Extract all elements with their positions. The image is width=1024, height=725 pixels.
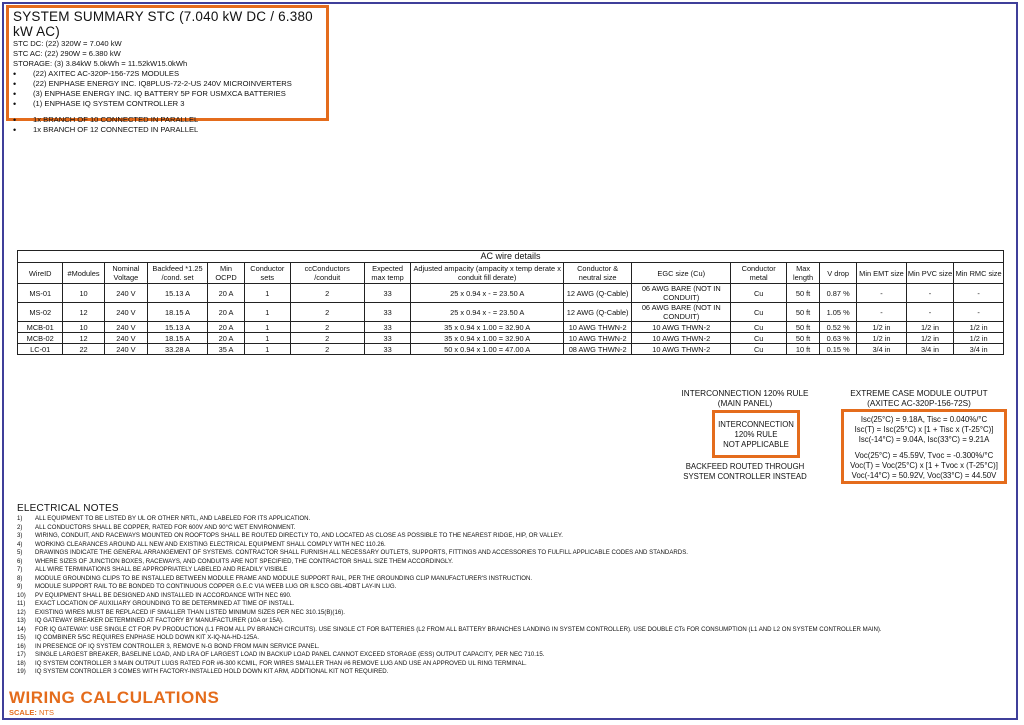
table-cell: 10 AWG THWN-2 [632, 344, 731, 355]
table-cell: 1 [245, 333, 290, 344]
table-header-cell: Min RMC size [954, 263, 1004, 284]
voc-group [846, 451, 1002, 481]
interconnection-note-line: BACKFEED ROUTED THROUGH [685, 462, 805, 471]
note-text: EXACT LOCATION OF AUXILIARY GROUNDING TO BE DETERMINED AT TIME OF INSTALL. [35, 600, 295, 607]
table-header-cell: Expected max temp [364, 263, 410, 284]
note-item [17, 634, 1007, 643]
note-text: ALL WIRE TERMINATIONS SHALL BE APPROPRIATELY LABELED AND READILY VISIBLE [35, 566, 288, 573]
notes-list [17, 515, 1007, 677]
note-item [17, 583, 1007, 592]
table-header-cell: Max length [787, 263, 820, 284]
table-cell: 240 V [104, 344, 147, 355]
table-header-row [18, 263, 1004, 284]
extreme-title-line: EXTREME CASE MODULE OUTPUT [850, 389, 988, 398]
table-cell: 1/2 in [906, 322, 953, 333]
table-cell: 3/4 in [954, 344, 1004, 355]
interconnection-box-line: INTERCONNECTION [718, 420, 794, 429]
note-number: 15) [17, 634, 26, 641]
table-cell: 2 [290, 303, 364, 322]
table-cell: MCB-01 [18, 322, 63, 333]
table-cell: 240 V [104, 333, 147, 344]
note-item [17, 600, 1007, 609]
table-cell: 0.15 % [820, 344, 857, 355]
table-header-cell: Min OCPD [207, 263, 244, 284]
table-cell: 1 [245, 322, 290, 333]
note-number: 10) [17, 591, 26, 599]
table-cell: Cu [731, 344, 787, 355]
note-number: 12) [17, 608, 26, 616]
table-cell: 240 V [104, 303, 147, 322]
note-item [17, 617, 1007, 626]
note-text: SINGLE LARGEST BREAKER, BASELINE LOAD, AND LRA OF LARGEST LOAD IN BACKUP LOAD PANEL CANNOT EXCEED STORAGE (ESS) OUTPUT CAPACITY, PER NEC 710.15. [35, 651, 545, 658]
isc-line: Isc(T) = Isc(25°C) x [1 + Tisc x (T-25°C)] [854, 425, 994, 434]
table-row [18, 322, 1004, 333]
interconnection-box-line: 120% RULE [734, 430, 778, 439]
interconnection-title-line: (MAIN PANEL) [717, 399, 773, 408]
table-row [18, 344, 1004, 355]
table-cell: 22 [63, 344, 104, 355]
table-header-cell: V drop [820, 263, 857, 284]
table-cell: 10 AWG THWN-2 [632, 322, 731, 333]
interconnection-note-line: SYSTEM CONTROLLER INSTEAD [683, 472, 807, 481]
equipment-item: • (22) ENPHASE ENERGY INC. IQ8PLUS-72-2-US 240V MICROINVERTERS [13, 79, 322, 89]
table-header-cell: Conductor metal [731, 263, 787, 284]
table-cell: - [954, 303, 1004, 322]
table-cell: 12 [63, 333, 104, 344]
table-cell: 1 [245, 344, 290, 355]
note-text: IQ COMBINER 5/5C REQUIRES ENPHASE HOLD DOWN KIT X-IQ-NA-HD-125A. [35, 634, 260, 641]
note-text: WIRING, CONDUIT, AND RACEWAYS MOUNTED ON ROOFTOPS SHALL BE ROUTED DIRECTLY TO, AND LOCATED AS CLOSE AS POSSIBLE TO THE NEAREST RIDGE, HIP, OR VALLEY. [35, 532, 563, 539]
note-item [17, 566, 1007, 575]
note-text: IQ GATEWAY BREAKER DETERMINED AT FACTORY BY MANUFACTURER (10A or 15A). [35, 617, 284, 624]
table-row [18, 333, 1004, 344]
table-cell: 10 AWG THWN-2 [564, 322, 632, 333]
table-row [18, 284, 1004, 303]
note-item [17, 532, 1007, 541]
table-cell: 1.05 % [820, 303, 857, 322]
storage: STORAGE: (3) 3.84kW 5.0kWh = 11.52kW15.0kWh [13, 59, 188, 68]
table-cell: 1/2 in [857, 333, 907, 344]
table-cell: Cu [731, 303, 787, 322]
table-header-cell: Backfeed *1.25 /cond. set [148, 263, 208, 284]
table-cell: 33.28 A [148, 344, 208, 355]
table-cell: 50 ft [787, 322, 820, 333]
table-cell: 10 [63, 322, 104, 333]
table-cell: 25 x 0.94 x - = 23.50 A [411, 284, 564, 303]
table-cell: 12 AWG (Q-Cable) [564, 303, 632, 322]
table-cell: 15.13 A [148, 284, 208, 303]
table-cell: MCB-02 [18, 333, 63, 344]
table-row [18, 303, 1004, 322]
table-cell: 50 ft [787, 333, 820, 344]
note-number: 4) [17, 540, 23, 548]
table-cell: - [857, 284, 907, 303]
note-item [17, 549, 1007, 558]
equipment-item: • (22) AXITEC AC-320P-156-72S MODULES [13, 69, 322, 79]
table-cell: 240 V [104, 284, 147, 303]
table-cell: 0.52 % [820, 322, 857, 333]
table-header-cell: Adjusted ampacity (ampacity x temp derate x conduit fill derate) [411, 263, 564, 284]
interconnection-box [712, 410, 800, 458]
ac-wire-table [17, 250, 1004, 355]
interconnection-note [678, 462, 812, 482]
table-cell: 35 A [207, 344, 244, 355]
interconnection-title [678, 389, 812, 409]
note-item [17, 643, 1007, 652]
note-number: 8) [17, 574, 23, 582]
scale-label: SCALE: [9, 708, 37, 717]
table-cell: 18.15 A [148, 303, 208, 322]
table-cell: 0.63 % [820, 333, 857, 344]
extreme-title-line: (AXITEC AC-320P-156-72S) [867, 399, 971, 408]
table-cell: 1/2 in [954, 333, 1004, 344]
table-cell: 33 [364, 333, 410, 344]
note-number: 18) [17, 659, 26, 667]
table-cell: 1/2 in [906, 333, 953, 344]
note-number: 17) [17, 651, 26, 658]
table-cell: 08 AWG THWN-2 [564, 344, 632, 355]
table-cell: MS-01 [18, 284, 63, 303]
note-number: 1) [17, 515, 23, 522]
sheet-title: WIRING CALCULATIONS [9, 688, 220, 707]
note-text: IN PRESENCE OF IQ SYSTEM CONTROLLER 3, REMOVE N-G BOND FROM MAIN SERVICE PANEL. [35, 642, 320, 650]
table-cell: 35 x 0.94 x 1.00 = 32.90 A [411, 322, 564, 333]
table-cell: 1 [245, 284, 290, 303]
equipment-item: • (3) ENPHASE ENERGY INC. IQ BATTERY 5P FOR USMXCA BATTERIES [13, 89, 322, 99]
isc-line: Isc(-14°C) = 9.04A, Isc(33°C) = 9.21A [858, 435, 990, 444]
table-caption: AC wire details [18, 251, 1004, 263]
stc-ac: STC AC: (22) 290W = 6.380 kW [13, 49, 121, 58]
branch-item: • 1x BRANCH OF 12 CONNECTED IN PARALLEL [13, 125, 322, 135]
table-cell: 240 V [104, 322, 147, 333]
table-cell: 3/4 in [857, 344, 907, 355]
table-cell: 18.15 A [148, 333, 208, 344]
note-number: 3) [17, 532, 23, 539]
isc-group [846, 415, 1002, 445]
note-item [17, 558, 1007, 567]
table-cell: 12 AWG (Q-Cable) [564, 284, 632, 303]
note-text: ALL EQUIPMENT TO BE LISTED BY UL OR OTHER NRTL, AND LABELED FOR ITS APPLICATION. [35, 515, 311, 522]
note-item [17, 660, 1007, 669]
note-item [17, 575, 1007, 584]
table-header-cell: Conductor sets [245, 263, 290, 284]
table-cell: 20 A [207, 303, 244, 322]
table-cell: 20 A [207, 333, 244, 344]
note-text: MODULE GROUNDING CLIPS TO BE INSTALLED BETWEEN MODULE FRAME AND MODULE SUPPORT RAIL, PER THE GROUNDING CLIP MANUFACTURER'S INSTRUCTION. [35, 574, 533, 582]
table-cell: 2 [290, 284, 364, 303]
table-cell: 15.13 A [148, 322, 208, 333]
table-cell: 50 ft [787, 303, 820, 322]
table-cell: 20 A [207, 322, 244, 333]
equipment-list [13, 69, 322, 109]
table-cell: 2 [290, 322, 364, 333]
note-item [17, 524, 1007, 533]
table-header-cell: Conductor & neutral size [564, 263, 632, 284]
notes-title: ELECTRICAL NOTES [17, 503, 119, 514]
table-header-cell: WireID [18, 263, 63, 284]
electrical-notes [17, 503, 1007, 677]
extreme-case-box [841, 409, 1007, 484]
note-item [17, 515, 1007, 524]
table-cell: - [954, 284, 1004, 303]
equipment-item: • (1) ENPHASE IQ SYSTEM CONTROLLER 3 [13, 99, 322, 109]
table-cell: 33 [364, 284, 410, 303]
table-cell: 25 x 0.94 x - = 23.50 A [411, 303, 564, 322]
table-header-cell: EGC size (Cu) [632, 263, 731, 284]
note-number: 7) [17, 566, 23, 573]
table-cell: 50 x 0.94 x 1.00 = 47.00 A [411, 344, 564, 355]
table-cell: 33 [364, 344, 410, 355]
interconnection-title-line: INTERCONNECTION 120% RULE [681, 389, 809, 398]
table-cell: 10 ft [787, 344, 820, 355]
table-cell: 20 A [207, 284, 244, 303]
scale-value: NTS [39, 708, 55, 717]
note-text: IQ SYSTEM CONTROLLER 3 COMES WITH FACTORY-INSTALLED HOLD DOWN KIT ARM, ADDITIONAL KIT NOT REQUIRED. [35, 668, 389, 675]
note-item [17, 592, 1007, 601]
table-cell: 1/2 in [954, 322, 1004, 333]
table-cell: 10 AWG THWN-2 [632, 333, 731, 344]
table-cell: 33 [364, 303, 410, 322]
note-number: 6) [17, 557, 23, 565]
branch-list [13, 115, 322, 135]
table-header-cell: Nominal Voltage [104, 263, 147, 284]
note-number: 19) [17, 668, 26, 675]
table-cell: Cu [731, 284, 787, 303]
sheet-scale [9, 708, 54, 717]
note-number: 5) [17, 549, 23, 556]
extreme-case-title [838, 389, 1000, 409]
table-cell: 2 [290, 344, 364, 355]
interconnection-box-line: NOT APPLICABLE [723, 440, 789, 449]
table-header-cell: #Modules [63, 263, 104, 284]
table-cell: - [857, 303, 907, 322]
table-cell: 0.87 % [820, 284, 857, 303]
table-cell: 06 AWG BARE (NOT IN CONDUIT) [632, 303, 731, 322]
table-cell: LC-01 [18, 344, 63, 355]
note-item [17, 668, 1007, 677]
note-text: PV EQUIPMENT SHALL BE DESIGNED AND INSTALLED IN ACCORDANCE WITH NEC 690. [35, 591, 292, 599]
table-cell: - [906, 284, 953, 303]
note-item [17, 651, 1007, 660]
table-cell: Cu [731, 322, 787, 333]
note-text: FOR IQ GATEWAY: USE SINGLE CT FOR PV PRODUCTION (L1 FROM ALL PV BRANCH CIRCUITS). USE SINGLE CT FOR BATTERIES (L2 FROM ALL BATTERY BRANCHES LANDING IN SYSTEM CONTROLLER). USE DOUBLE CTs FOR CONSUMPTION (L1 AND L2 ON SYSTEM CONTROLLER MAIN). [35, 625, 882, 633]
system-summary-box [6, 5, 329, 134]
note-text: ALL CONDUCTORS SHALL BE COPPER, RATED FOR 600V AND 90°C WET ENVIRONMENT. [35, 523, 296, 531]
table-cell: Cu [731, 333, 787, 344]
note-number: 14) [17, 625, 26, 633]
table-cell: - [906, 303, 953, 322]
isc-line: Isc(25°C) = 9.18A, Tisc = 0.040%/°C [860, 415, 988, 424]
table-cell: 3/4 in [906, 344, 953, 355]
table-cell: MS-02 [18, 303, 63, 322]
voc-line: Voc(-14°C) = 50.92V, Voc(33°C) = 44.50V [851, 471, 997, 480]
note-item [17, 626, 1007, 635]
table-cell: 35 x 0.94 x 1.00 = 32.90 A [411, 333, 564, 344]
note-text: IQ SYSTEM CONTROLLER 3 MAIN OUTPUT LUGS RATED FOR #6-300 KCMIL, FOR WIRES SMALLER THAN #6 REMOVE LUG AND USE AN APPROVED UL RING TERMINAL. [35, 659, 527, 667]
note-item [17, 541, 1007, 550]
table-cell: 10 AWG THWN-2 [564, 333, 632, 344]
voc-line: Voc(25°C) = 45.59V, Tvoc = -0.300%/°C [854, 451, 994, 460]
note-text: WORKING CLEARANCES AROUND ALL NEW AND EXISTING ELECTRICAL EQUIPMENT SHALL COMPLY WITH NEC 110.26. [35, 540, 386, 548]
table-cell: 1 [245, 303, 290, 322]
table-cell: 1/2 in [857, 322, 907, 333]
table-cell: 06 AWG BARE (NOT IN CONDUIT) [632, 284, 731, 303]
table-cell: 50 ft [787, 284, 820, 303]
table-body [18, 284, 1004, 355]
voc-line: Voc(T) = Voc(25°C) x [1 + Tvoc x (T-25°C)] [850, 461, 998, 470]
table-cell: 12 [63, 303, 104, 322]
note-number: 11) [17, 600, 26, 607]
table-cell: 33 [364, 322, 410, 333]
note-text: EXISTING WIRES MUST BE REPLACED IF SMALLER THAN LISTED MINIMUM SIZES PER NEC 310.15(B)(16). [35, 608, 345, 616]
note-number: 2) [17, 523, 23, 531]
stc-dc: STC DC: (22) 320W = 7.040 kW [13, 39, 122, 48]
note-number: 16) [17, 642, 26, 650]
note-number: 13) [17, 617, 26, 624]
table-header-cell: ccConductors /conduit [290, 263, 364, 284]
branch-item: • 1x BRANCH OF 10 CONNECTED IN PARALLEL [13, 115, 322, 125]
note-text: MODULE SUPPORT RAIL TO BE BONDED TO CONTINUOUS COPPER G.E.C VIA WEEB LUG OR ILSCO GBL-4DBT LAY-IN LUG. [35, 583, 397, 590]
table-cell: 10 [63, 284, 104, 303]
table-cell: 2 [290, 333, 364, 344]
table-header-cell: Min EMT size [857, 263, 907, 284]
note-number: 9) [17, 583, 23, 590]
note-text: DRAWINGS INDICATE THE GENERAL ARRANGEMENT OF SYSTEMS. CONTRACTOR SHALL FURNISH ALL NECESSARY OUTLETS, SUPPORTS, FITTINGS AND ACCESSORIES TO FULFILL APPLICABLE CODES AND STANDARDS. [35, 549, 688, 556]
note-text: WHERE SIZES OF JUNCTION BOXES, RACEWAYS, AND CONDUITS ARE NOT SPECIFIED, THE CONTRACTOR SHALL SIZE THEM ACCORDINGLY. [35, 557, 453, 565]
note-item [17, 609, 1007, 618]
table-header-cell: Min PVC size [906, 263, 953, 284]
summary-title: SYSTEM SUMMARY STC (7.040 kW DC / 6.380 kW AC) [13, 9, 313, 39]
